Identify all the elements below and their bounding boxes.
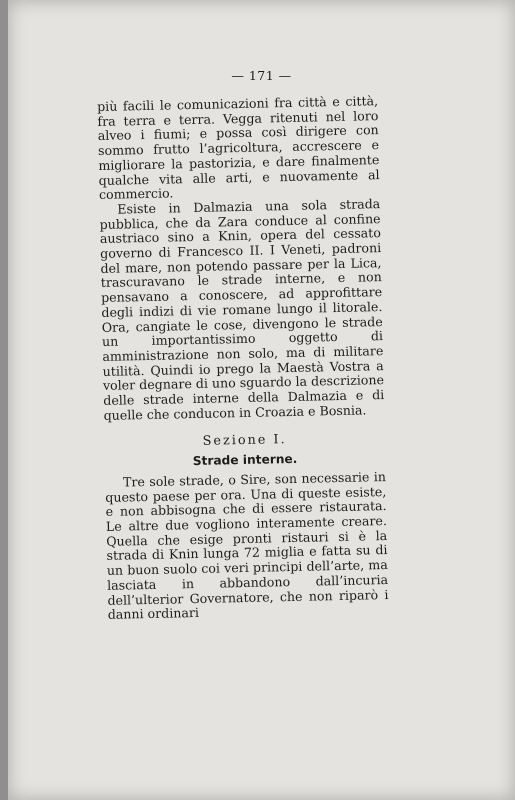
text-block [97, 94, 389, 623]
book-page [8, 0, 515, 800]
section-subtitle: Strade interne. [192, 452, 298, 469]
page-number: — 171 — [231, 68, 292, 83]
section-title: Sezione I. [202, 432, 287, 450]
section-paragraph: Tre sole strade, o Sire, son necessarie in questo paese per ora. Una di queste esiste, e non abbisogna che di essere ristaurata. Le altre due vogliono interamente creare. Quella che esige pronti ristauri si è la strada di Knin lunga 72 miglia e fatta su di un buon suolo coi veri principi dell’arte, ma lasciata in abbandono dall’incuria dell’ulterior Governatore, che non riparò i danni ordinari [105, 468, 389, 623]
paragraph-1: più facili le comunicazioni fra città e città, fra terra e terra. Vegga ritenuti nel loro alveo i fiumi; e possa così dirigere con sommo frutto l’agricoltura, accrescere e migliorare la pastorizia, e dare finalmente qualche vita alle arti, e nuovamente al commercio. [96, 93, 380, 203]
paragraph-2: Esiste in Dalmazia una sola strada pubblica, che da Zara conduce al confine austriaco sino a Knin, opera del cessato governo di Francesco II. I Veneti, padroni del mare, non potendo passare per la Lica, trascuravano le strade interne, e non pensavano a conoscere, ad approfittare degli indizi di vie romane lungo il litorale. Ora, cangiate le cose, divengono le strade un importantissimo oggetto di amministrazione non solo, ma di militare utilità. Quindi io prego la Maestà Vostra a voler degnare di uno sguardo la descrizione delle strade interne della Dalmazia e di quelle che conducon in Croazia e Bosnia. [99, 196, 385, 423]
